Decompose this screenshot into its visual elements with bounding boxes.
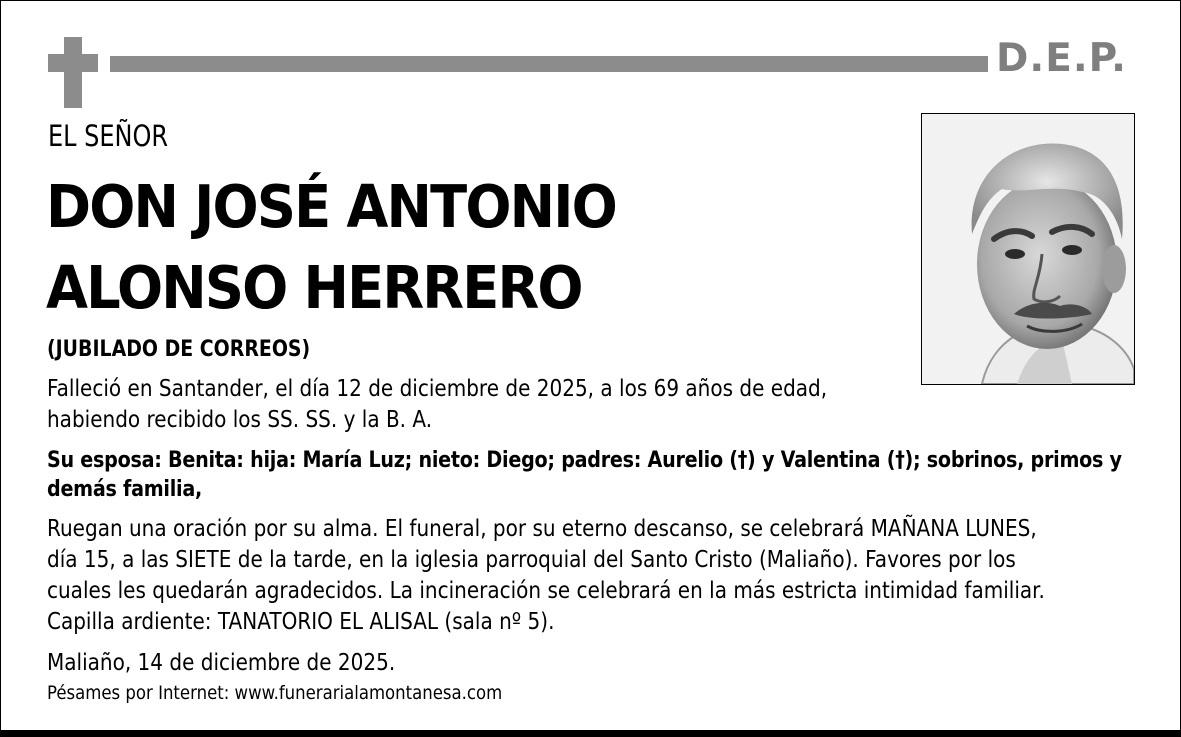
deceased-name (46, 166, 819, 328)
internet-condolences: Pésames por Internet: www.funerarialamontanesa.com (47, 682, 503, 704)
name-line-2: ALONSO HERRERO (46, 253, 582, 322)
portrait-photo (921, 113, 1135, 385)
death-line-2: habiendo recibido los SS. SS. y la B. A. (47, 407, 433, 433)
place-date: Maliaño, 14 de diciembre de 2025. (47, 650, 396, 676)
header-rule (110, 56, 988, 72)
funeral-details (47, 514, 1117, 638)
death-announcement (47, 374, 882, 436)
funeral-line-1: Ruegan una oración por su alma. El funeral, por su eterno descanso, se celebrará MAÑANA LUNES, (47, 516, 1037, 542)
funeral-line-4: Capilla ardiente: TANATORIO EL ALISAL (sala nº 5). (47, 609, 555, 635)
funeral-line-2: día 15, a las SIETE de la tarde, en la iglesia parroquial del Santo Cristo (Maliaño). Favores por los (47, 547, 1016, 573)
death-line-1: Falleció en Santander, el día 12 de diciembre de 2025, a los 69 años de edad, (47, 376, 828, 402)
funeral-line-3: cuales les quedarán agradecidos. La incineración se celebrará en la más estricta intimidad familiar. (47, 578, 1045, 604)
dep-label: D.E.P. (996, 36, 1127, 81)
name-line-1: DON JOSÉ ANTONIO (46, 172, 616, 241)
family-line-1: Su esposa: Benita: hija: María Luz; nieto: Diego; padres: Aurelio (†) y Valentina (†); sobrinos, primos y (47, 448, 1122, 473)
occupation: (JUBILADO DE CORREOS) (47, 337, 311, 362)
portrait-image (922, 114, 1134, 384)
family-line-2: demás familia, (47, 477, 203, 502)
title-prefix: EL SEÑOR (48, 119, 169, 153)
family-list (47, 446, 1126, 504)
